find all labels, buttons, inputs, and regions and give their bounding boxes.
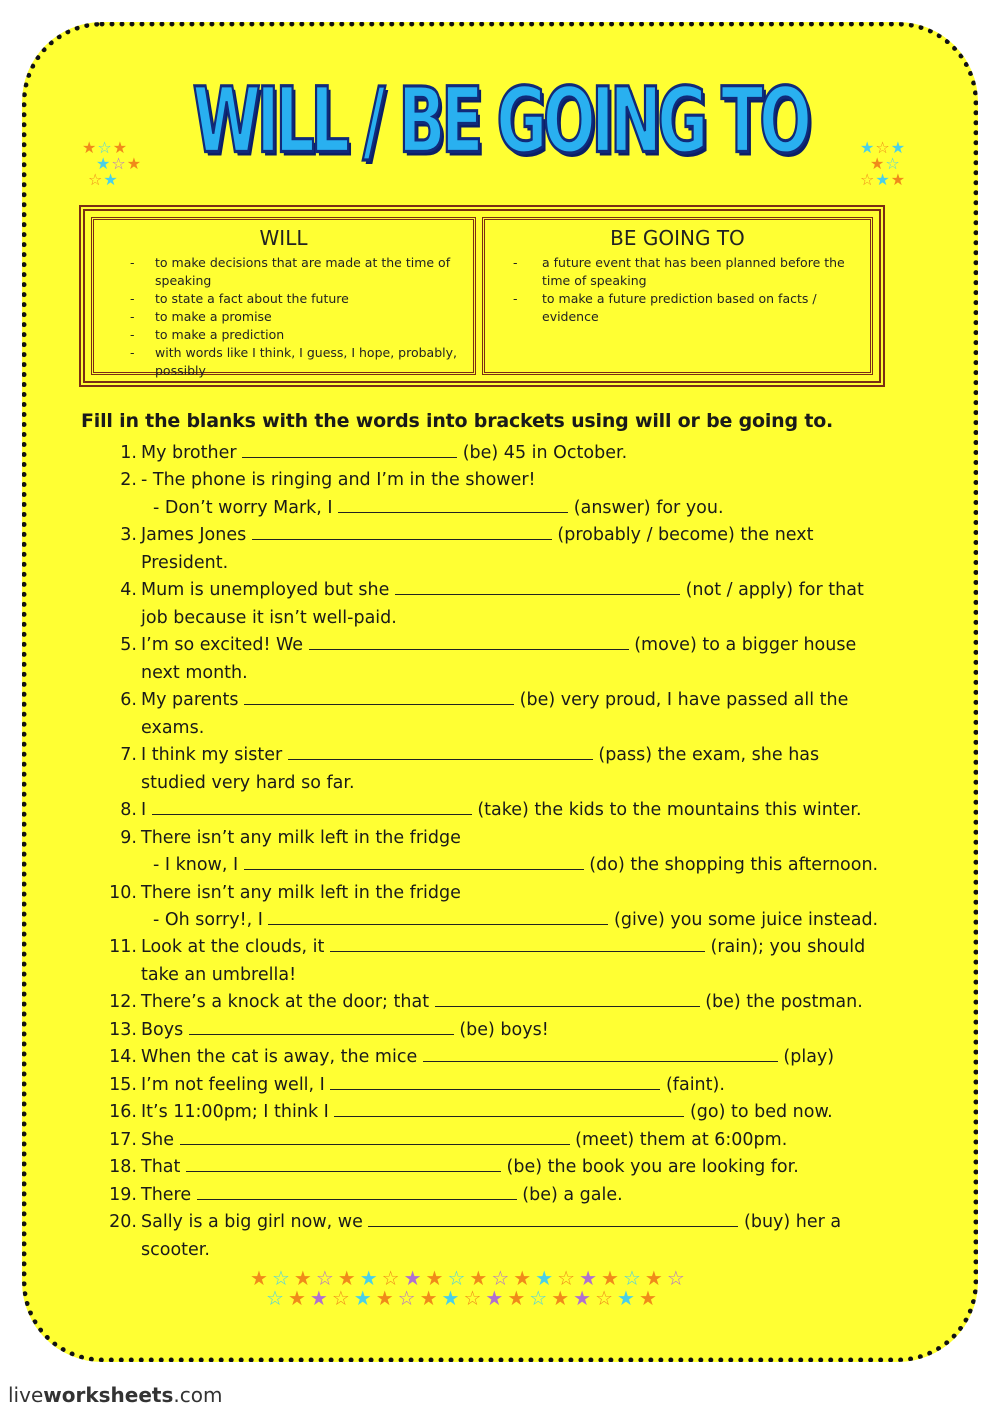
exercise-number: 6. (120, 690, 137, 710)
answer-blank[interactable] (152, 800, 472, 815)
exercise-text-before: I (141, 800, 147, 820)
exercise-item (109, 1075, 725, 1095)
exercise-continuation (141, 553, 228, 573)
will-rule-item: - with words like I think, I guess, I hope, probably, possibly (94, 344, 473, 380)
exercise-text-before: - Don’t worry Mark, I (153, 498, 333, 518)
exercise-item (109, 937, 866, 957)
exercise-number: 14. (109, 1047, 137, 1067)
exercise-text-before: Sally is a big girl now, we (141, 1212, 363, 1232)
will-rule-item: - to make a promise (94, 308, 473, 326)
exercise-text: scooter. (141, 1240, 210, 1260)
exercise-item (120, 470, 536, 490)
exercise-item (109, 1185, 623, 1205)
exercise-number: 17. (109, 1130, 137, 1150)
exercise-item (109, 1102, 833, 1122)
exercise-text-after: (not / apply) for that (685, 580, 864, 600)
exercise-text-after: (buy) her a (744, 1212, 842, 1232)
exercise-continuation (153, 855, 878, 875)
answer-blank[interactable] (197, 1185, 517, 1200)
exercise-text-after: (pass) the exam, she has (598, 745, 820, 765)
answer-blank[interactable] (330, 937, 705, 952)
exercise-text-before: She (141, 1130, 174, 1150)
exercise-number: 13. (109, 1020, 137, 1040)
footer-brand (8, 1383, 222, 1407)
answer-blank[interactable] (330, 1075, 660, 1090)
exercise-text-after: (answer) for you. (573, 498, 724, 518)
exercise-number: 7. (120, 745, 137, 765)
star-decoration-bottom: ★☆★☆★★☆★★☆★☆★★☆★★☆★☆ ☆★★☆★★☆★★☆★★☆★★☆★★ (250, 1266, 689, 1310)
exercise-number: 11. (109, 937, 137, 957)
exercise-text: - The phone is ringing and I’m in the shower! (141, 470, 536, 490)
exercise-text-after: (move) to a bigger house (634, 635, 857, 655)
will-rule-item: - to state a fact about the future (94, 290, 473, 308)
answer-blank[interactable] (338, 498, 568, 513)
exercise-item (109, 1212, 842, 1232)
exercise-text-after: (be) very proud, I have passed all the (519, 690, 849, 710)
exercise-item (109, 1047, 835, 1067)
exercise-text: exams. (141, 718, 205, 738)
answer-blank[interactable] (288, 745, 593, 760)
exercise-text-before: I’m not feeling well, I (141, 1075, 325, 1095)
exercise-number: 8. (120, 800, 137, 820)
exercise-text: There isn’t any milk left in the fridge (141, 883, 461, 903)
answer-blank[interactable] (189, 1020, 454, 1035)
exercise-item (120, 690, 849, 710)
exercise-text-before: There (141, 1185, 192, 1205)
exercise-continuation (141, 718, 204, 738)
exercise-item (109, 992, 863, 1012)
exercise-text-after: (meet) them at 6:00pm. (575, 1130, 788, 1150)
exercise-continuation (141, 663, 248, 683)
exercise-text-before: I think my sister (141, 745, 283, 765)
exercise-number: 1. (120, 443, 137, 463)
page-title: WILL / BE GOING TO (192, 68, 808, 174)
exercise-item (120, 828, 461, 848)
exercise-text-after: (give) you some juice instead. (614, 910, 879, 930)
exercise-text-before: It’s 11:00pm; I think I (141, 1102, 329, 1122)
exercise-continuation (153, 498, 724, 518)
exercise-number: 4. (120, 580, 137, 600)
answer-blank[interactable] (334, 1102, 684, 1117)
going-to-rule-item: - a future event that has been planned before the time of speaking (485, 254, 870, 290)
going-to-heading: BE GOING TO (610, 226, 745, 250)
answer-blank[interactable] (268, 910, 608, 925)
will-rules-column (91, 217, 476, 378)
star-decoration-right: ★☆★ ★☆ ☆★★ (860, 138, 907, 189)
answer-blank[interactable] (242, 443, 457, 458)
exercise-item (120, 580, 864, 600)
footer-suffix: .com (173, 1383, 223, 1407)
exercise-number: 9. (120, 828, 137, 848)
exercise-text-before: There’s a knock at the door; that (141, 992, 430, 1012)
exercise-text-before: James Jones (141, 525, 247, 545)
exercise-text-after: (rain); you should (710, 937, 866, 957)
exercise-item (120, 800, 862, 820)
answer-blank[interactable] (180, 1130, 570, 1145)
exercise-text: studied very hard so far. (141, 773, 355, 793)
exercise-number: 18. (109, 1157, 137, 1177)
footer-brand-name: worksheets (43, 1383, 174, 1407)
exercise-number: 2. (120, 470, 137, 490)
answer-blank[interactable] (309, 635, 629, 650)
exercise-text-before: My parents (141, 690, 239, 710)
exercise-text-before: Boys (141, 1020, 184, 1040)
exercise-text-after: (faint). (665, 1075, 725, 1095)
exercise-text-after: (be) a gale. (522, 1185, 623, 1205)
exercise-number: 20. (109, 1212, 137, 1232)
exercise-number: 19. (109, 1185, 137, 1205)
exercise-text-before: I’m so excited! We (141, 635, 304, 655)
will-heading: WILL (259, 226, 308, 250)
answer-blank[interactable] (423, 1047, 778, 1062)
exercise-item (109, 1157, 799, 1177)
rules-table (79, 205, 885, 387)
exercise-text-after: (be) 45 in October. (462, 443, 628, 463)
answer-blank[interactable] (435, 992, 700, 1007)
exercise-number: 5. (120, 635, 137, 655)
exercise-text-before: My brother (141, 443, 237, 463)
answer-blank[interactable] (186, 1157, 501, 1172)
exercise-text-after: (be) the book you are looking for. (506, 1157, 799, 1177)
exercise-item (120, 443, 628, 463)
exercise-number: 3. (120, 525, 137, 545)
exercise-text-before: - Oh sorry!, I (153, 910, 263, 930)
exercise-number: 16. (109, 1102, 137, 1122)
exercise-continuation (153, 910, 878, 930)
exercise-text-before: That (141, 1157, 181, 1177)
exercise-text-before: When the cat is away, the mice (141, 1047, 418, 1067)
exercise-text-before: Mum is unemployed but she (141, 580, 390, 600)
answer-blank[interactable] (252, 525, 552, 540)
exercise-number: 15. (109, 1075, 137, 1095)
going-to-rule-item: - to make a future prediction based on facts / evidence (485, 290, 870, 326)
star-decoration-left: ★☆★ ★☆★ ☆★ (82, 138, 143, 189)
exercise-text-after: (be) the postman. (705, 992, 863, 1012)
answer-blank[interactable] (368, 1212, 738, 1227)
exercise-continuation (141, 1240, 210, 1260)
exercise-text-after: (take) the kids to the mountains this winter. (477, 800, 862, 820)
exercise-item (109, 1020, 549, 1040)
exercise-continuation (141, 608, 397, 628)
answer-blank[interactable] (244, 690, 514, 705)
exercise-text: President. (141, 553, 229, 573)
answer-blank[interactable] (395, 580, 680, 595)
exercise-item (120, 745, 820, 765)
exercise-item (109, 1130, 788, 1150)
exercise-text-before: - I know, I (153, 855, 239, 875)
going-to-rules-column (482, 217, 873, 375)
exercise-text-after: (go) to bed now. (689, 1102, 833, 1122)
will-rule-item: - to make decisions that are made at the time of speaking (94, 254, 473, 290)
exercise-continuation (141, 965, 296, 985)
exercise-item (109, 883, 461, 903)
exercise-number: 10. (109, 883, 137, 903)
exercise-text-after: (do) the shopping this afternoon. (589, 855, 879, 875)
exercise-text: take an umbrella! (141, 965, 297, 985)
exercise-text-after: (probably / become) the next (557, 525, 814, 545)
exercise-item (120, 635, 857, 655)
exercise-item (120, 525, 814, 545)
exercise-text: next month. (141, 663, 248, 683)
footer-prefix: live (8, 1383, 44, 1407)
will-rule-item: - to make a prediction (94, 326, 473, 344)
answer-blank[interactable] (244, 855, 584, 870)
instructions: Fill in the blanks with the words into brackets using will or be going to. (81, 410, 834, 432)
exercise-text-after: (be) boys! (459, 1020, 549, 1040)
exercise-text: There isn’t any milk left in the fridge (141, 828, 461, 848)
exercise-text: job because it isn’t well-paid. (141, 608, 397, 628)
exercise-text-before: Look at the clouds, it (141, 937, 325, 957)
exercise-number: 12. (109, 992, 137, 1012)
exercise-text-after: (play) (783, 1047, 835, 1067)
exercise-continuation (141, 773, 355, 793)
